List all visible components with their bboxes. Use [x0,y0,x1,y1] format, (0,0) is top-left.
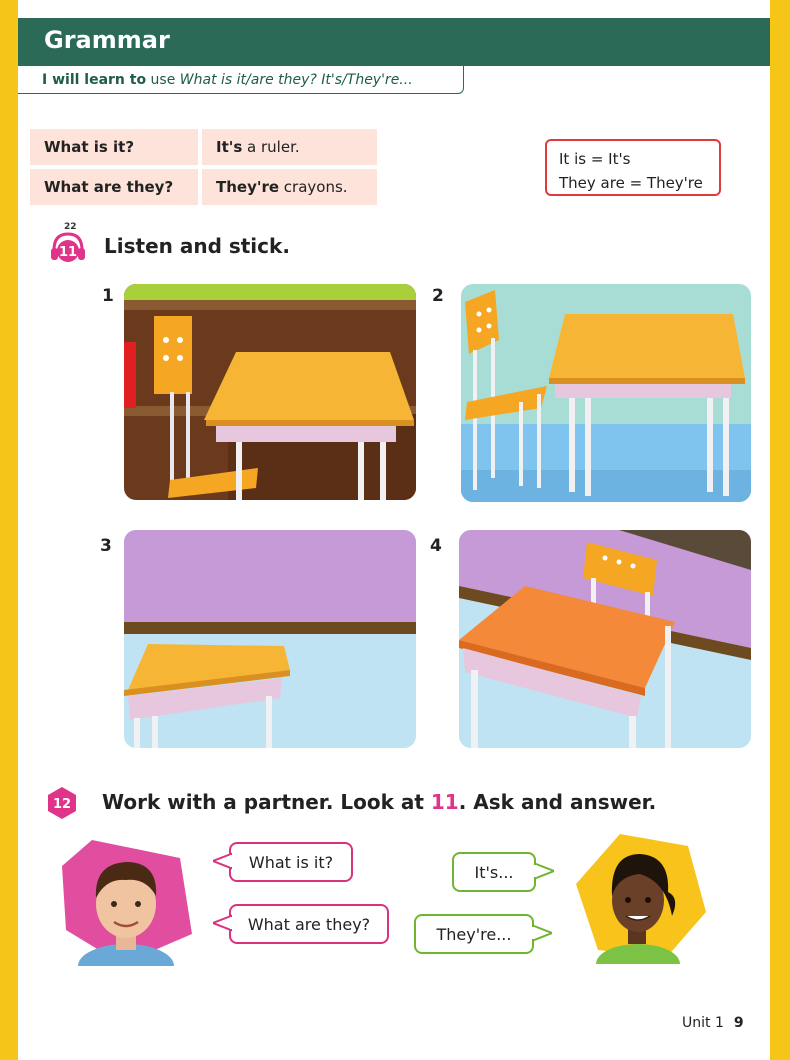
bubble-tail-1 [213,852,233,870]
bubble-tail-4 [532,924,552,942]
bubble-tail-2 [213,914,233,932]
objective-plain: use [146,72,180,88]
bubble-its: It's... [452,852,536,892]
bubble-what-are-they: What are they? [229,904,389,944]
page-footer [682,1015,744,1031]
textbook-page [18,0,770,1060]
grammar-answer-2: They're crayons. [202,169,377,205]
grammar-question-2: What are they? [30,169,198,205]
picture-number-1: 1 [102,286,114,306]
picture-number-2: 2 [432,286,444,306]
picture-number-3: 3 [100,536,112,556]
contraction-rule-box [545,139,721,196]
bubble-theyre: They're... [414,914,534,954]
exercise-12-reference: 11 [430,790,459,814]
bubble-tail-3 [534,862,554,880]
exercise-11-number: 11 [58,245,78,260]
page-title: Grammar [44,26,170,54]
objective-bold: I will learn to [42,72,147,88]
exercise-12-title: Work with a partner. Look at 11. Ask and answer. [102,790,657,814]
objective-italic: What is it/are they? It's/They're... [179,72,413,88]
picture-1-chair-desk[interactable] [124,284,416,500]
page-number: 9 [733,1015,744,1031]
picture-number-4: 4 [430,536,442,556]
learning-objective [18,66,464,94]
unit-label: Unit 1 [682,1015,724,1031]
picture-3-desk[interactable] [124,530,416,748]
exercise-11-title: Listen and stick. [104,234,290,258]
grammar-answer-1: It's a ruler. [202,129,377,165]
grammar-question-1: What is it? [30,129,198,165]
boy-avatar [62,838,194,966]
picture-2-chair-desk[interactable] [461,284,751,502]
header-bar [18,18,770,66]
rule-line-1: It is = It's [559,150,631,168]
audio-track-number: 22 [64,222,77,232]
rule-line-2: They are = They're [559,174,703,192]
picture-4-desk-chair[interactable] [459,530,751,748]
speaking-badge-icon [46,786,78,820]
headphones-icon[interactable] [48,230,88,264]
bubble-what-is-it: What is it? [229,842,353,882]
exercise-12-number: 12 [52,797,72,812]
girl-avatar [576,832,708,964]
